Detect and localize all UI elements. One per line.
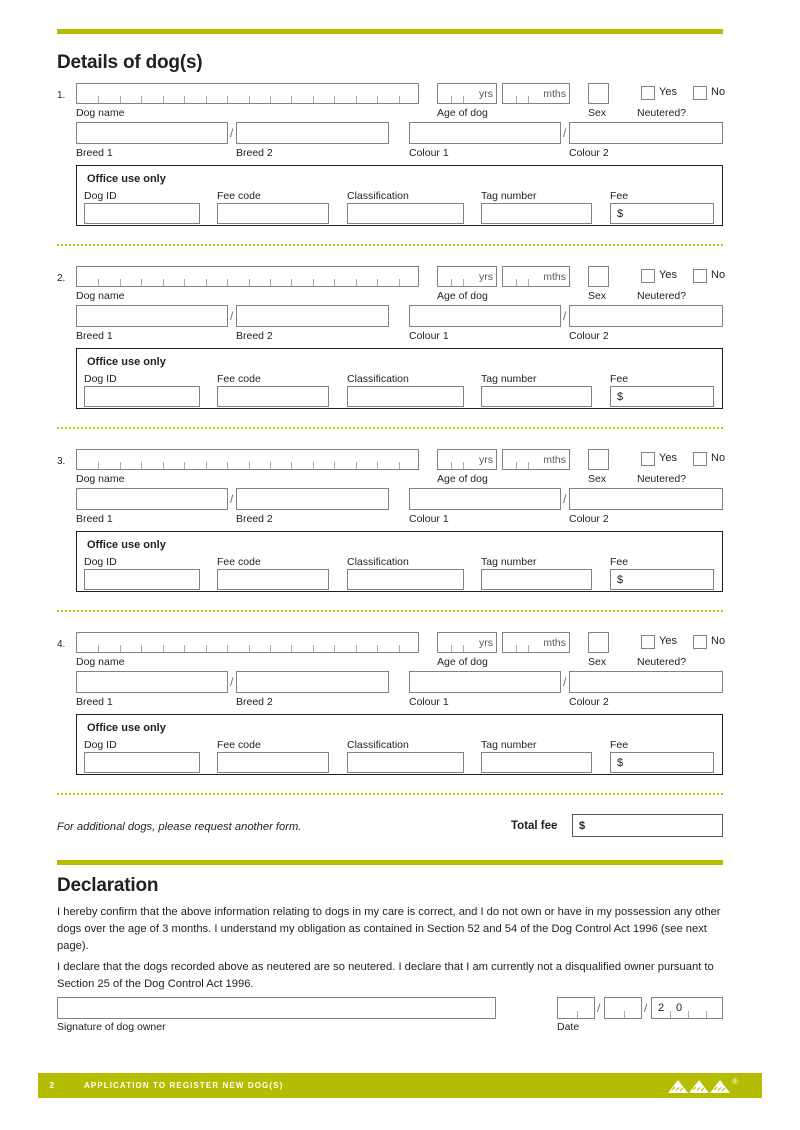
total-fee-currency-symbol: $ [579,820,586,832]
dog-3-neutered-label: Neutered? [637,473,687,485]
dog-4-colour2-input[interactable] [569,671,723,693]
page-title-details: Details of dog(s) [57,52,203,73]
dog-1-name-input[interactable] [76,83,419,104]
dog-1-fee-code-label: Fee code [217,190,261,202]
dog-4-name-input[interactable] [76,632,419,653]
dog-2-separator [57,427,723,429]
dog-3-neutered-no-checkbox[interactable] [693,452,707,466]
date-label: Date [557,1021,580,1033]
dog-1-row-number: 1. [57,90,66,101]
dog-2-fee-code-input[interactable] [217,386,329,407]
dog-4-breed1-label: Breed 1 [76,696,113,708]
dog-1-fee-currency-symbol: $ [617,208,624,220]
dog-2-colour1-label: Colour 1 [409,330,449,342]
dog-4-fee-code-label: Fee code [217,739,261,751]
dog-4-neutered-yes-label: Yes [659,635,677,647]
dog-1-separator [57,244,723,246]
dog-2-neutered-no-checkbox[interactable] [693,269,707,283]
dog-2-neutered-yes-label: Yes [659,269,677,281]
dog-1-age-label: Age of dog [437,107,488,119]
date-year-input[interactable] [651,997,723,1019]
dog-4-colour-separator: / [563,675,567,689]
dog-4-age-months-unit: mths [543,637,566,649]
dog-1-classification-input[interactable] [347,203,464,224]
dog-1-neutered-no-checkbox[interactable] [693,86,707,100]
dog-4-breed2-input[interactable] [236,671,389,693]
dog-3-fee-currency-symbol: $ [617,574,624,586]
dog-3-age-months-unit: mths [543,454,566,466]
page-title-declaration: Declaration [57,875,159,896]
dog-1-classification-label: Classification [347,190,409,202]
dog-3-breed2-label: Breed 2 [236,513,273,525]
dog-4-colour2-label: Colour 2 [569,696,609,708]
dog-1-colour2-input[interactable] [569,122,723,144]
dog-2-age-months-input[interactable] [502,266,570,287]
dog-3-breed2-input[interactable] [236,488,389,510]
dog-4-dog-id-label: Dog ID [84,739,117,751]
dog-3-sex-input[interactable] [588,449,609,470]
dog-4-age-months-input[interactable] [502,632,570,653]
dog-3-fee-input[interactable] [610,569,714,590]
dog-4-tag-number-input[interactable] [481,752,592,773]
dog-2-name-input[interactable] [76,266,419,287]
dog-3-office-use-heading: Office use only [87,539,166,551]
dog-3-classification-input[interactable] [347,569,464,590]
dog-1-tag-number-input[interactable] [481,203,592,224]
dog-4-fee-input[interactable] [610,752,714,773]
dog-2-row-number: 2. [57,273,66,284]
dog-3-age-years-input[interactable] [437,449,497,470]
dog-2-breed1-label: Breed 1 [76,330,113,342]
dog-4-sex-input[interactable] [588,632,609,653]
comb-ticks [77,633,418,652]
dog-1-neutered-no-label: No [711,86,726,98]
dog-4-fee-code-input[interactable] [217,752,329,773]
dog-3-neutered-yes-label: Yes [659,452,677,464]
dog-3-breed1-label: Breed 1 [76,513,113,525]
dog-3-breed-separator: / [230,492,234,506]
dog-2-breed2-label: Breed 2 [236,330,273,342]
dog-1-neutered-label: Neutered? [637,107,687,119]
dog-3-colour2-label: Colour 2 [569,513,609,525]
dog-3-colour1-label: Colour 1 [409,513,449,525]
dog-1-neutered-yes-label: Yes [659,86,677,98]
dog-4-tag-number-label: Tag number [481,739,537,751]
dog-1-tag-number-label: Tag number [481,190,537,202]
comb-ticks [605,998,641,1018]
dog-4-breed2-label: Breed 2 [236,696,273,708]
dog-3-neutered-no-label: No [711,452,726,464]
dog-3-dog-id-label: Dog ID [84,556,117,568]
dog-3-neutered-yes-checkbox[interactable] [641,452,655,466]
dog-1-sex-input[interactable] [588,83,609,104]
dog-2-neutered-label: Neutered? [637,290,687,302]
dog-2-age-years-input[interactable] [437,266,497,287]
dog-2-colour-separator: / [563,309,567,323]
dog-1-colour1-label: Colour 1 [409,147,449,159]
dog-3-age-label: Age of dog [437,473,488,485]
dog-4-sex-label: Sex [588,656,607,668]
dog-2-tag-number-input[interactable] [481,386,592,407]
dog-3-row-number: 3. [57,456,66,467]
date-century-digit-1: 2 [658,1002,665,1014]
registered-trademark-icon: ® [732,1077,738,1086]
dog-4-breed-separator: / [230,675,234,689]
dog-4-row-number: 4. [57,639,66,650]
dog-3-name-label: Dog name [76,473,125,485]
dog-4-age-years-unit: yrs [479,637,493,649]
dog-4-age-label: Age of dog [437,656,488,668]
dog-2-colour2-input[interactable] [569,305,723,327]
dog-4-classification-label: Classification [347,739,409,751]
dog-4-neutered-no-checkbox[interactable] [693,635,707,649]
dog-3-dog-id-input[interactable] [84,569,200,590]
dog-4-breed1-input[interactable] [76,671,228,693]
dog-1-neutered-yes-checkbox[interactable] [641,86,655,100]
dog-2-age-months-unit: mths [543,271,566,283]
dog-2-neutered-yes-checkbox[interactable] [641,269,655,283]
dog-4-age-years-input[interactable] [437,632,497,653]
dog-2-dog-id-input[interactable] [84,386,200,407]
dog-4-office-use-heading: Office use only [87,722,166,734]
dog-4-classification-input[interactable] [347,752,464,773]
dog-2-fee-input[interactable] [610,386,714,407]
dog-3-fee-code-input[interactable] [217,569,329,590]
declaration-paragraph-1: I hereby confirm that the above information relating to dogs in my care is correct, and I do not own or have in my possession any other dogs over the age of 3 months. I understand my obligation as contained in Section 52 and 54 of the Dog Control Act 1996 (see next page). [57,906,721,952]
total-fee-input[interactable] [572,814,723,837]
dog-4-fee-label: Fee [610,739,629,751]
dog-1-name-label: Dog name [76,107,125,119]
dog-2-classification-label: Classification [347,373,409,385]
declaration-accent-bar [57,860,723,865]
dog-2-fee-label: Fee [610,373,629,385]
dog-4-colour1-input[interactable] [409,671,561,693]
dog-3-fee-code-label: Fee code [217,556,261,568]
dog-2-sex-label: Sex [588,290,607,302]
date-month-input[interactable] [604,997,642,1019]
dog-1-age-years-unit: yrs [479,88,493,100]
dog-1-age-months-input[interactable] [502,83,570,104]
dog-1-fee-label: Fee [610,190,629,202]
dog-4-name-label: Dog name [76,656,125,668]
date-century-digit-2: 0 [676,1002,683,1014]
dog-2-neutered-no-label: No [711,269,726,281]
dog-1-dog-id-label: Dog ID [84,190,117,202]
dog-3-colour-separator: / [563,492,567,506]
dog-2-age-years-unit: yrs [479,271,493,283]
dog-1-sex-label: Sex [588,107,607,119]
date-separator-1: / [597,1001,601,1015]
declaration-paragraph-2: I declare that the dogs recorded above as neutered are so neutered. I declare that I am currently not a disqualified owner pursuant to Section 25 of the Dog Control Act 1996. [57,961,714,990]
dog-2-sex-input[interactable] [588,266,609,287]
dog-4-colour1-label: Colour 1 [409,696,449,708]
date-day-input[interactable] [557,997,595,1019]
dog-4-neutered-yes-checkbox[interactable] [641,635,655,649]
dog-1-breed2-input[interactable] [236,122,389,144]
dog-1-colour2-label: Colour 2 [569,147,609,159]
dog-2-colour2-label: Colour 2 [569,330,609,342]
dog-1-breed-separator: / [230,126,234,140]
dog-3-age-months-input[interactable] [502,449,570,470]
dog-2-office-use-heading: Office use only [87,356,166,368]
additional-dogs-note: For additional dogs, please request another form. [57,821,302,833]
dog-3-name-input[interactable] [76,449,419,470]
dog-3-age-years-unit: yrs [479,454,493,466]
dog-2-classification-input[interactable] [347,386,464,407]
comb-ticks [77,450,418,469]
dog-2-dog-id-label: Dog ID [84,373,117,385]
dog-2-name-label: Dog name [76,290,125,302]
dog-1-dog-id-input[interactable] [84,203,200,224]
total-fee-label: Total fee [511,820,558,832]
signature-input[interactable] [57,997,496,1019]
dog-2-colour1-input[interactable] [409,305,561,327]
dog-2-breed1-input[interactable] [76,305,228,327]
dog-1-office-use-heading: Office use only [87,173,166,185]
dog-3-sex-label: Sex [588,473,607,485]
dog-1-fee-input[interactable] [610,203,714,224]
dog-2-fee-code-label: Fee code [217,373,261,385]
date-separator-2: / [644,1001,648,1015]
dog-3-colour2-input[interactable] [569,488,723,510]
three-mountains-logo [666,1076,744,1096]
dog-1-breed1-label: Breed 1 [76,147,113,159]
dog-3-separator [57,610,723,612]
comb-ticks [77,84,418,103]
dog-1-age-years-input[interactable] [437,83,497,104]
comb-ticks [558,998,594,1018]
dog-4-neutered-no-label: No [711,635,726,647]
dog-4-fee-currency-symbol: $ [617,757,624,769]
dog-2-age-label: Age of dog [437,290,488,302]
footer-page-number: 2 [49,1081,55,1090]
dog-3-breed1-input[interactable] [76,488,228,510]
dog-3-colour1-input[interactable] [409,488,561,510]
top-accent-bar [57,29,723,34]
dog-4-dog-id-input[interactable] [84,752,200,773]
dog-4-separator [57,793,723,795]
footer-title: APPLICATION TO REGISTER NEW DOG(S) [84,1081,284,1090]
dog-2-fee-currency-symbol: $ [617,391,624,403]
dog-3-tag-number-input[interactable] [481,569,592,590]
dog-1-colour1-input[interactable] [409,122,561,144]
dog-4-neutered-label: Neutered? [637,656,687,668]
dog-1-breed1-input[interactable] [76,122,228,144]
dog-3-tag-number-label: Tag number [481,556,537,568]
signature-label: Signature of dog owner [57,1021,166,1033]
dog-2-tag-number-label: Tag number [481,373,537,385]
dog-3-fee-label: Fee [610,556,629,568]
dog-1-age-months-unit: mths [543,88,566,100]
dog-2-breed2-input[interactable] [236,305,389,327]
dog-1-colour-separator: / [563,126,567,140]
dog-1-breed2-label: Breed 2 [236,147,273,159]
comb-ticks [77,267,418,286]
dog-1-fee-code-input[interactable] [217,203,329,224]
dog-2-breed-separator: / [230,309,234,323]
dog-3-classification-label: Classification [347,556,409,568]
